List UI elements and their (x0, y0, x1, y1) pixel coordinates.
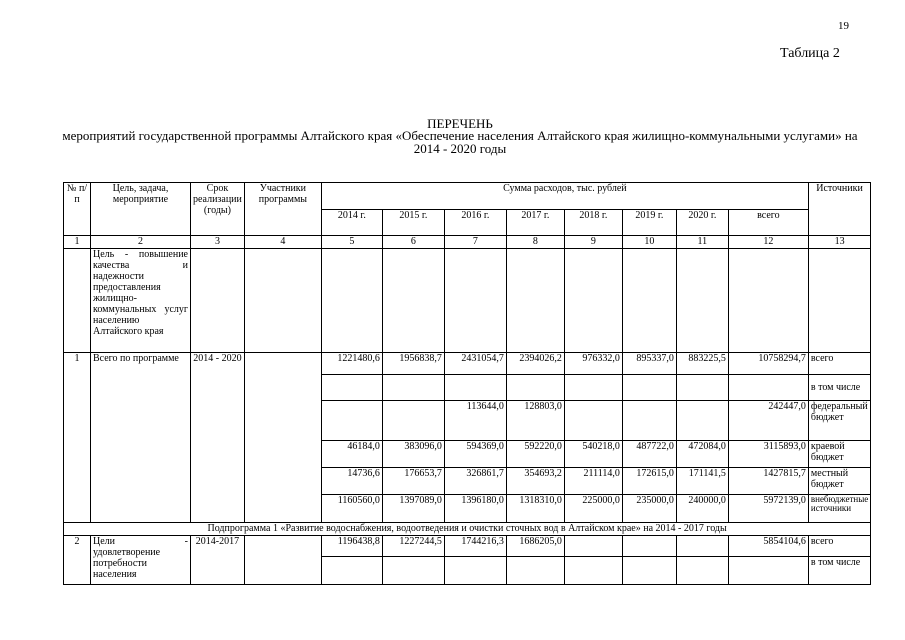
value-cell: 242447,0 (728, 401, 808, 441)
subprogram-row (64, 523, 871, 536)
column-number: 10 (622, 236, 676, 249)
value-cell: 487722,0 (622, 441, 676, 468)
value-cell: 594369,0 (444, 441, 506, 468)
row-name: Цели - удовлетворение потребности населения (91, 536, 191, 585)
value-cell: 976332,0 (564, 353, 622, 375)
value-cell: 171141,5 (676, 468, 728, 495)
row-term: 2014-2017 (191, 536, 245, 585)
row-number: 1 (64, 353, 91, 523)
value-cell (382, 401, 444, 441)
value-cell: 10758294,7 (728, 353, 808, 375)
year-header: 2020 г. (676, 210, 728, 236)
value-cell: 2394026,2 (506, 353, 564, 375)
column-number: 3 (191, 236, 245, 249)
value-cell: 1744216,3 (444, 536, 506, 557)
year-header: 2016 г. (444, 210, 506, 236)
header-sum: Сумма расходов, тыс. рублей (321, 183, 808, 210)
header-term: Срок реализации (годы) (191, 183, 245, 236)
year-header: всего (728, 210, 808, 236)
value-cell: 472084,0 (676, 441, 728, 468)
column-number: 12 (728, 236, 808, 249)
column-number: 5 (321, 236, 382, 249)
source-cell: в том числе (808, 557, 870, 585)
year-header: 2017 г. (506, 210, 564, 236)
column-number-row (64, 236, 871, 249)
source-cell: краевой бюджет (808, 441, 870, 468)
header-goal: Цель, задача, мероприятие (91, 183, 191, 236)
header-participants: Участники программы (244, 183, 321, 236)
value-cell: 540218,0 (564, 441, 622, 468)
value-cell: 1396180,0 (444, 495, 506, 523)
value-cell: 235000,0 (622, 495, 676, 523)
value-cell: 46184,0 (321, 441, 382, 468)
document-title: ПЕРЕЧЕНЬ (427, 116, 493, 131)
column-number: 11 (676, 236, 728, 249)
value-cell: 211114,0 (564, 468, 622, 495)
value-cell: 354693,2 (506, 468, 564, 495)
value-cell: 5972139,0 (728, 495, 808, 523)
value-cell: 3115893,0 (728, 441, 808, 468)
value-cell: 883225,5 (676, 353, 728, 375)
value-cell (564, 401, 622, 441)
value-cell (676, 536, 728, 557)
program-table (63, 182, 871, 585)
value-cell: 225000,0 (564, 495, 622, 523)
table-label: Таблица 2 (780, 46, 840, 61)
column-number: 1 (64, 236, 91, 249)
value-cell (321, 401, 382, 441)
column-number: 7 (444, 236, 506, 249)
value-cell: 1427815,7 (728, 468, 808, 495)
value-cell: 1956838,7 (382, 353, 444, 375)
header-sources: Источники (808, 183, 870, 236)
value-cell: 240000,0 (676, 495, 728, 523)
page-number: 19 (838, 20, 849, 32)
value-cell: 128803,0 (506, 401, 564, 441)
row-name: Всего по программе (91, 353, 191, 523)
value-cell: 172615,0 (622, 468, 676, 495)
value-cell: 1318310,0 (506, 495, 564, 523)
value-cell (622, 536, 676, 557)
document-subtitle: мероприятий государственной программы Алтайского края «Обеспечение населения Алтайского края жилищно-коммунальными услугами» на 2014 - 2020 годы (62, 128, 858, 156)
row-participants (244, 536, 321, 585)
source-cell: внебюджетные источники (808, 495, 870, 523)
subprogram-title: Подпрограмма 1 «Развитие водоснабжения, водоотведения и очистки сточных вод в Алтайском крае» на 2014 - 2017 годы (64, 523, 871, 536)
value-cell: 895337,0 (622, 353, 676, 375)
column-number: 9 (564, 236, 622, 249)
column-number: 4 (244, 236, 321, 249)
year-header: 2014 г. (321, 210, 382, 236)
table-row (64, 353, 871, 375)
header-row (64, 183, 871, 210)
column-number: 2 (91, 236, 191, 249)
row-participants (244, 353, 321, 523)
value-cell: 326861,7 (444, 468, 506, 495)
source-cell: федеральный бюджет (808, 401, 870, 441)
value-cell: 1227244,5 (382, 536, 444, 557)
value-cell: 1221480,6 (321, 353, 382, 375)
value-cell: 1397089,0 (382, 495, 444, 523)
year-header: 2019 г. (622, 210, 676, 236)
value-cell: 592220,0 (506, 441, 564, 468)
goal-row (64, 249, 871, 353)
row-number: 2 (64, 536, 91, 585)
goal-text: Цель - повышение качества и надежности предоставления жилищно-коммунальных услуг населению Алтайского края (91, 249, 191, 353)
column-number: 8 (506, 236, 564, 249)
source-cell: всего (808, 353, 870, 375)
source-cell: всего (808, 536, 870, 557)
value-cell: 1686205,0 (506, 536, 564, 557)
value-cell: 176653,7 (382, 468, 444, 495)
value-cell: 14736,6 (321, 468, 382, 495)
column-number: 13 (808, 236, 870, 249)
row-term: 2014 - 2020 (191, 353, 245, 523)
source-cell: в том числе (808, 375, 870, 401)
value-cell (676, 401, 728, 441)
value-cell (622, 401, 676, 441)
value-cell: 2431054,7 (444, 353, 506, 375)
value-cell: 383096,0 (382, 441, 444, 468)
table-row (64, 536, 871, 557)
value-cell (564, 536, 622, 557)
value-cell: 1160560,0 (321, 495, 382, 523)
value-cell: 113644,0 (444, 401, 506, 441)
source-cell: местный бюджет (808, 468, 870, 495)
value-cell: 5854104,6 (728, 536, 808, 557)
year-header: 2018 г. (564, 210, 622, 236)
header-num: № п/п (64, 183, 91, 236)
value-cell: 1196438,8 (321, 536, 382, 557)
year-header: 2015 г. (382, 210, 444, 236)
column-number: 6 (382, 236, 444, 249)
